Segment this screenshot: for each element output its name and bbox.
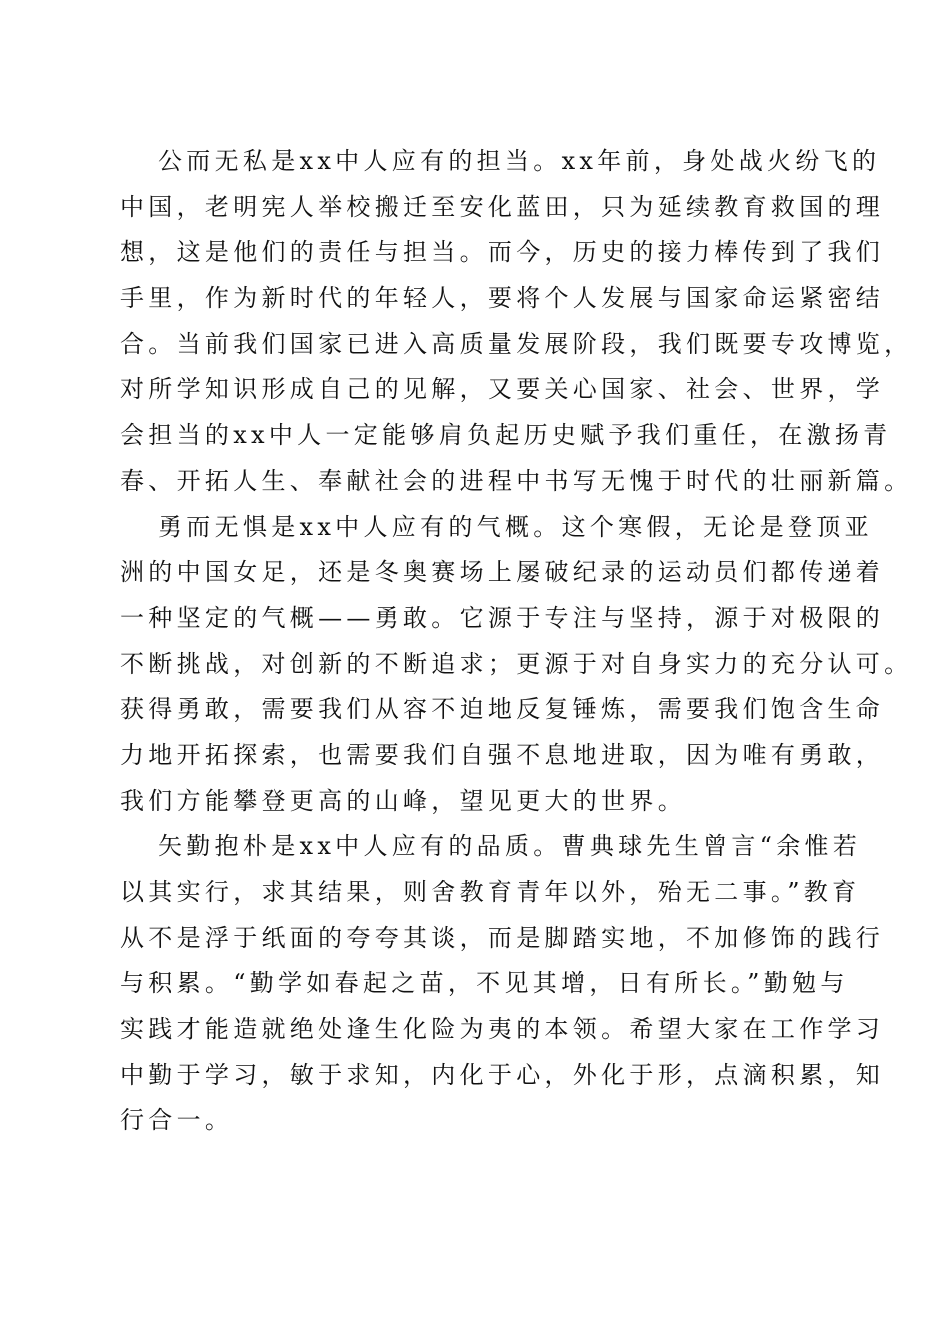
paragraph-line: 获得勇敢，需要我们从容不迫地反复锤炼，需要我们饱含生命: [120, 695, 885, 724]
paragraph-line: 春、开拓人生、奉献社会的进程中书写无愧于时代的壮丽新篇。: [120, 466, 913, 495]
paragraph-line: 想，这是他们的责任与担当。而今，历史的接力棒传到了我们: [120, 238, 885, 267]
paragraph-line: 矢勤抱朴是xx中人应有的品质。曹典球先生曾言“余惟若: [158, 832, 862, 861]
paragraph-line: 不断挑战，对创新的不断追求；更源于对自身实力的充分认可。: [120, 649, 913, 678]
paragraph-line: 实践才能造就绝处逢生化险为夷的本领。希望大家在工作学习: [120, 1015, 885, 1044]
paragraph-line: 手里，作为新时代的年轻人，要将个人发展与国家命运紧密结: [120, 284, 885, 313]
paragraph-line: 勇而无惧是xx中人应有的气概。这个寒假，无论是登顶亚: [158, 512, 873, 541]
paragraph-line: 中勤于学习，敏于求知，内化于心，外化于形，点滴积累，知: [120, 1060, 885, 1089]
paragraph-2: [120, 505, 913, 825]
paragraph-3: [120, 824, 885, 1144]
paragraph-line: 公而无私是xx中人应有的担当。xx年前，身处战火纷飞的: [158, 147, 881, 175]
paragraph-1: [120, 139, 913, 505]
paragraph-line: 中国，老明宪人举校搬迁至安化蓝田，只为延续教育救国的理: [120, 192, 885, 221]
paragraph-line: 会担当的xx中人一定能够肩负起历史赋予我们重任，在激扬青: [120, 421, 892, 450]
paragraph-line: 洲的中国女足，还是冬奥赛场上屡破纪录的运动员们都传递着: [120, 558, 885, 587]
paragraph-line: 与积累。“勤学如春起之苗，不见其增，日有所长。”勤勉与: [120, 969, 849, 998]
paragraph-line: 从不是浮于纸面的夸夸其谈，而是脚踏实地，不加修饰的践行: [120, 923, 885, 952]
paragraph-line: 行合一。: [120, 1106, 234, 1135]
paragraph-line: 以其实行，求其结果，则舍教育青年以外，殆无二事。”教育: [120, 878, 861, 906]
paragraph-line: 我们方能攀登更高的山峰，望见更大的世界。: [120, 786, 686, 815]
paragraph-line: 对所学知识形成自己的见解，又要关心国家、社会、世界，学: [120, 375, 885, 404]
paragraph-line: 力地开拓探索，也需要我们自强不息地进取，因为唯有勇敢，: [120, 740, 885, 769]
document-body: [120, 139, 913, 1144]
paragraph-line: 合。当前我们国家已进入高质量发展阶段，我们既要专攻博览，: [120, 329, 913, 358]
paragraph-line: 一种坚定的气概——勇敢。它源于专注与坚持，源于对极限的: [120, 603, 885, 632]
